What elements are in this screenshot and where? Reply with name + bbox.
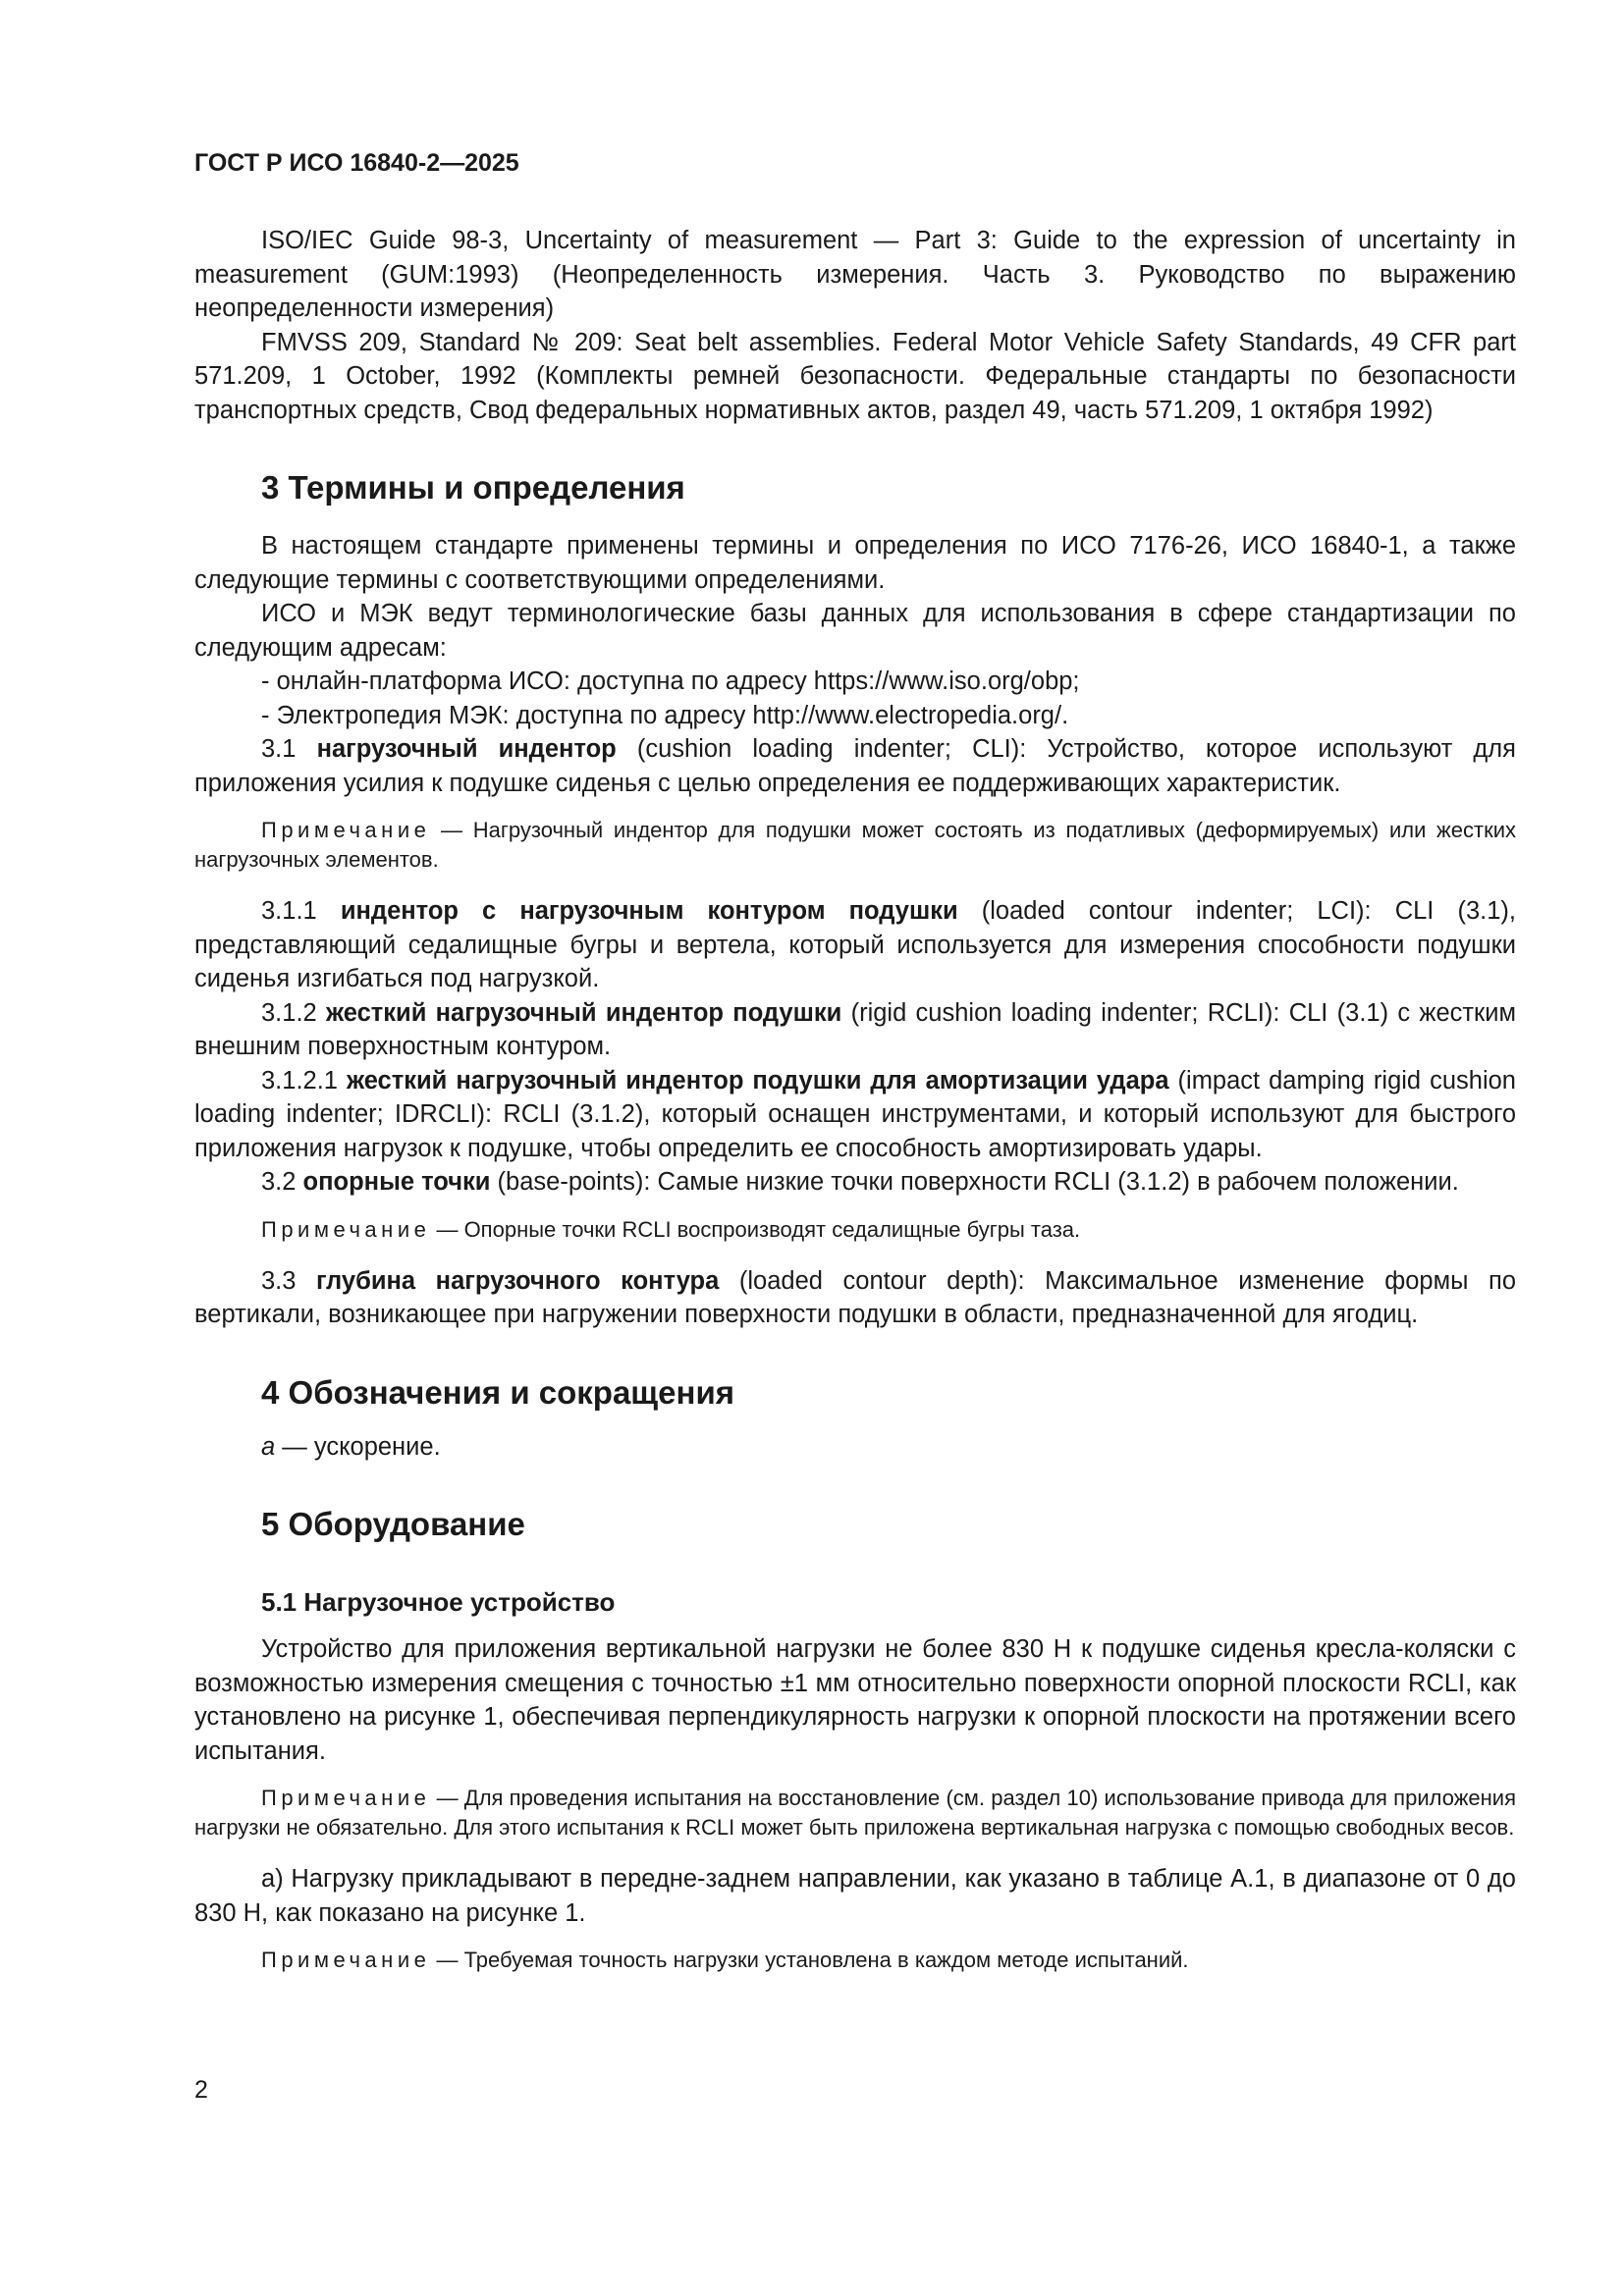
subsection-5-1-heading: 5.1 Нагрузочное устройство bbox=[261, 1587, 616, 1617]
term-name: нагрузочный индентор bbox=[316, 735, 617, 763]
term-name: глубина нагрузочного контура bbox=[316, 1266, 720, 1295]
section-3-heading: 3 Термины и определения bbox=[261, 469, 685, 506]
term-number: 3.1 bbox=[261, 735, 317, 763]
note-text: — Нагрузочный индентор для подушки может состоять из податливых (деформируемых) или жестких нагрузочных элементов. bbox=[194, 818, 1516, 872]
ref-fmvss-209: FMVSS 209, Standard № 209: Seat belt assemblies. Federal Motor Vehicle Safety Standards, 49 CFR part 571.209, 1 October, 1992 (Комплекты ремней безопасности. Федеральные стандарты по безопасности транспортных средств, Свод федеральных нормативных актов, раздел 49, часть 571.209, 1 октября 1992) bbox=[194, 328, 1516, 424]
note-cushion-indenter bbox=[194, 816, 1516, 875]
page-number: 2 bbox=[194, 2076, 208, 2104]
term-name: опорные точки bbox=[302, 1168, 491, 1196]
term-definition: (cushion loading indenter; CLI): Устройство, которое используют для приложения усилия к подушке сиденья с целью определения ее поддерживающих характеристик. bbox=[194, 735, 1516, 797]
section-3-intro: В настоящем стандарте применены термины и определения по ИСО 7176-26, ИСО 16840-1, а также следующие термины с соответствующими определениями. bbox=[194, 532, 1516, 594]
document-id: ГОСТ Р ИСО 16840-2—2025 bbox=[194, 149, 519, 177]
ref-guide-98-3: ISO/IEC Guide 98-3, Uncertainty of measurement — Part 3: Guide to the expression of uncertainty in measurement (GUM:1993) (Неопределенность измерения. Часть 3. Руководство по выражению неопределенности измерения) bbox=[194, 227, 1516, 322]
note-text: — Опорные точки RCLI воспроизводят седалищные бугры таза. bbox=[430, 1216, 1081, 1242]
term-number: 3.3 bbox=[261, 1266, 317, 1295]
symbol-acceleration bbox=[194, 1430, 1516, 1465]
loading-device-description: Устройство для приложения вертикальной нагрузки не более 830 Н к подушке сиденья кресла-коляски с возможностью измерения смещения с точностью ±1 мм относительно поверхности опорной плоскости RCLI, как установлено на рисунке 1, обеспечивая перпендикулярность нагрузки к опорной плоскости на протяжении всего испытания. bbox=[194, 1635, 1516, 1765]
term-number: 3.1.2 bbox=[261, 998, 326, 1027]
term-3-1-2-1 bbox=[194, 1064, 1516, 1166]
term-name: жесткий нагрузочный индентор подушки для амортизации удара bbox=[346, 1066, 1169, 1095]
note-label: Примечание bbox=[261, 818, 431, 842]
note-text: — Для проведения испытания на восстановление (см. раздел 10) использование привода для приложения нагрузки не обязательно. Для этого испытания к RCLI может быть приложена вертикальная нагрузка с помощью свободных весов. bbox=[194, 1786, 1516, 1840]
note-label: Примечание bbox=[261, 1786, 431, 1810]
term-definition: (loaded contour depth): Максимальное изменение формы по вертикали, возникающее при нагружении поверхности подушки в области, предназначенной для ягодиц. bbox=[194, 1266, 1516, 1328]
term-definition: (base-points): Самые низкие точки поверхности RCLI (3.1.2) в рабочем положении. bbox=[490, 1168, 1459, 1196]
list-item-a: а) Нагрузку прикладывают в передне-заднем направлении, как указано в таблице А.1, в диапазоне от 0 до 830 Н, как показано на рисунке 1. bbox=[194, 1865, 1516, 1927]
term-number: 3.1.2.1 bbox=[261, 1066, 347, 1095]
term-definition: (impact damping rigid cushion loading indenter; IDRCLI): RCLI (3.1.2), который оснащен инструментами, и который используют для быстрого приложения нагрузок к подушке, чтобы определить ее способность амортизировать удары. bbox=[194, 1066, 1516, 1162]
note-base-points bbox=[194, 1215, 1516, 1245]
term-3-3 bbox=[194, 1264, 1516, 1332]
term-definition: (loaded contour indenter; LCI): CLI (3.1), представляющий седалищные бугры и вертела, который используется для измерения способности подушки сиденья изгибаться под нагрузкой. bbox=[194, 897, 1516, 992]
term-3-1-2 bbox=[194, 996, 1516, 1064]
term-3-2 bbox=[194, 1165, 1516, 1200]
term-definition: (rigid cushion loading indenter; RCLI): CLI (3.1) с жестким внешним поверхностным контуром. bbox=[194, 998, 1516, 1060]
term-name: индентор с нагрузочным контуром подушки bbox=[340, 897, 958, 925]
section-4-heading: 4 Обозначения и сокращения bbox=[261, 1373, 734, 1411]
note-label: Примечание bbox=[261, 1216, 431, 1242]
section-5-heading: 5 Оборудование bbox=[261, 1506, 525, 1542]
symbol-definition: — ускорение. bbox=[275, 1432, 441, 1461]
page-content bbox=[194, 224, 1516, 1995]
list-item-electropedia: - Электропедия МЭК: доступна по адресу http://www.electropedia.org/. bbox=[261, 701, 1069, 729]
term-name: жесткий нагрузочный индентор подушки bbox=[326, 998, 842, 1027]
list-item-iso-obp: - онлайн-платформа ИСО: доступна по адресу https://www.iso.org/obp; bbox=[261, 667, 1080, 695]
term-3-1-1 bbox=[194, 894, 1516, 996]
note-load-accuracy bbox=[194, 1946, 1516, 1975]
section-3-iso-iec-databases: ИСО и МЭК ведут терминологические базы данных для использования в сфере стандартизации по следующим адресам: bbox=[194, 600, 1516, 662]
term-number: 3.2 bbox=[261, 1168, 303, 1196]
note-label: Примечание bbox=[261, 1948, 431, 1972]
term-number: 3.1.1 bbox=[261, 897, 341, 925]
note-text: — Требуемая точность нагрузки установлена в каждом методе испытаний. bbox=[430, 1948, 1189, 1972]
symbol: a bbox=[261, 1432, 276, 1461]
note-recovery-test bbox=[194, 1784, 1516, 1842]
term-3-1 bbox=[194, 732, 1516, 800]
